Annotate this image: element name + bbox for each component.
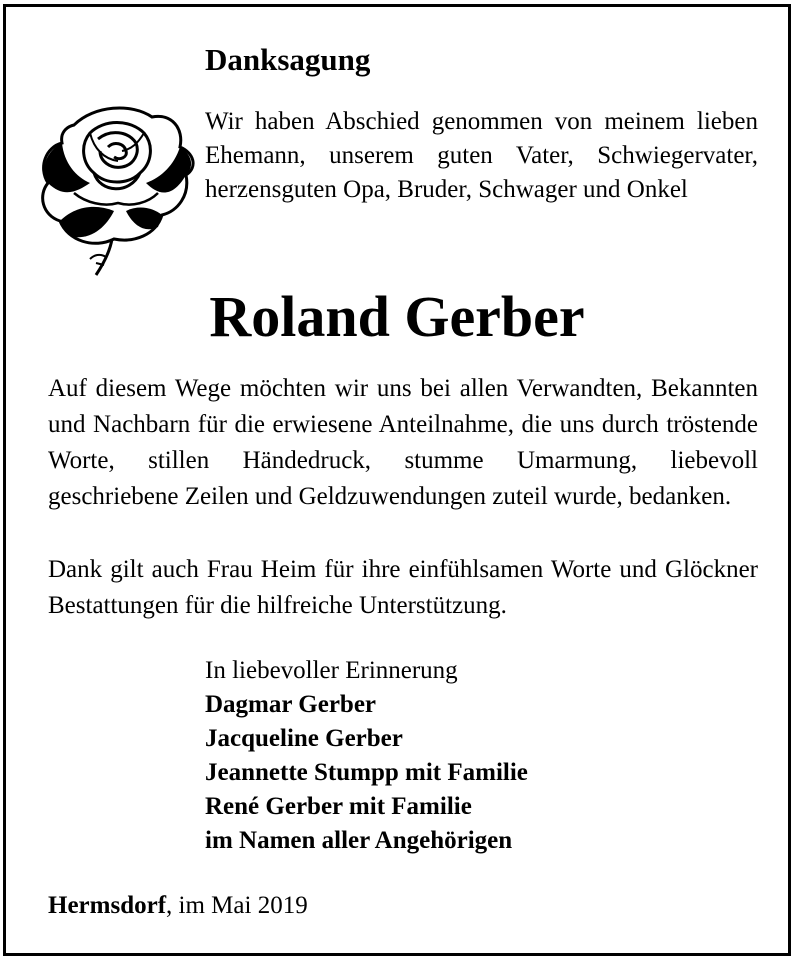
signoff	[205, 654, 528, 858]
thanks-paragraph: Auf diesem Wege möchten wir uns bei allen Verwandten, Bekannten und Nachbarn für die erwiesene Anteilnahme, die uns durch tröstende Worte, stillen Händedruck, stumme Umarmung, liebevoll geschriebene Zeilen und Geldzuwendungen zuteil wurde, bedanken.	[48, 375, 758, 510]
place: Hermsdorf	[48, 892, 167, 919]
place-date	[48, 889, 308, 923]
deceased-name: Roland Gerber	[209, 284, 585, 349]
intro-text: Wir haben Abschied genommen von meinem lieben Ehemann, unserem guten Vater, Schwiegervater, herzensguten Opa, Bruder, Schwager und Onkel	[205, 108, 758, 203]
signoff-intro: In liebevoller Erinnerung	[205, 657, 458, 684]
obituary-notice	[3, 4, 791, 956]
signoff-name: Jeannette Stumpp mit Familie	[205, 759, 528, 786]
date: , im Mai 2019	[166, 892, 308, 919]
thanks-paragraph-2: Dank gilt auch Frau Heim für ihre einfühlsamen Worte und Glöckner Bestattungen für die hilfreiche Unterstützung.	[48, 556, 758, 619]
rose-icon	[34, 103, 196, 279]
signoff-name: René Gerber mit Familie	[205, 793, 472, 820]
signoff-name: Dagmar Gerber	[205, 691, 377, 718]
signoff-name: Jacqueline Gerber	[205, 725, 403, 752]
heading: Danksagung	[205, 42, 371, 77]
signoff-name: im Namen aller Angehörigen	[205, 827, 513, 854]
